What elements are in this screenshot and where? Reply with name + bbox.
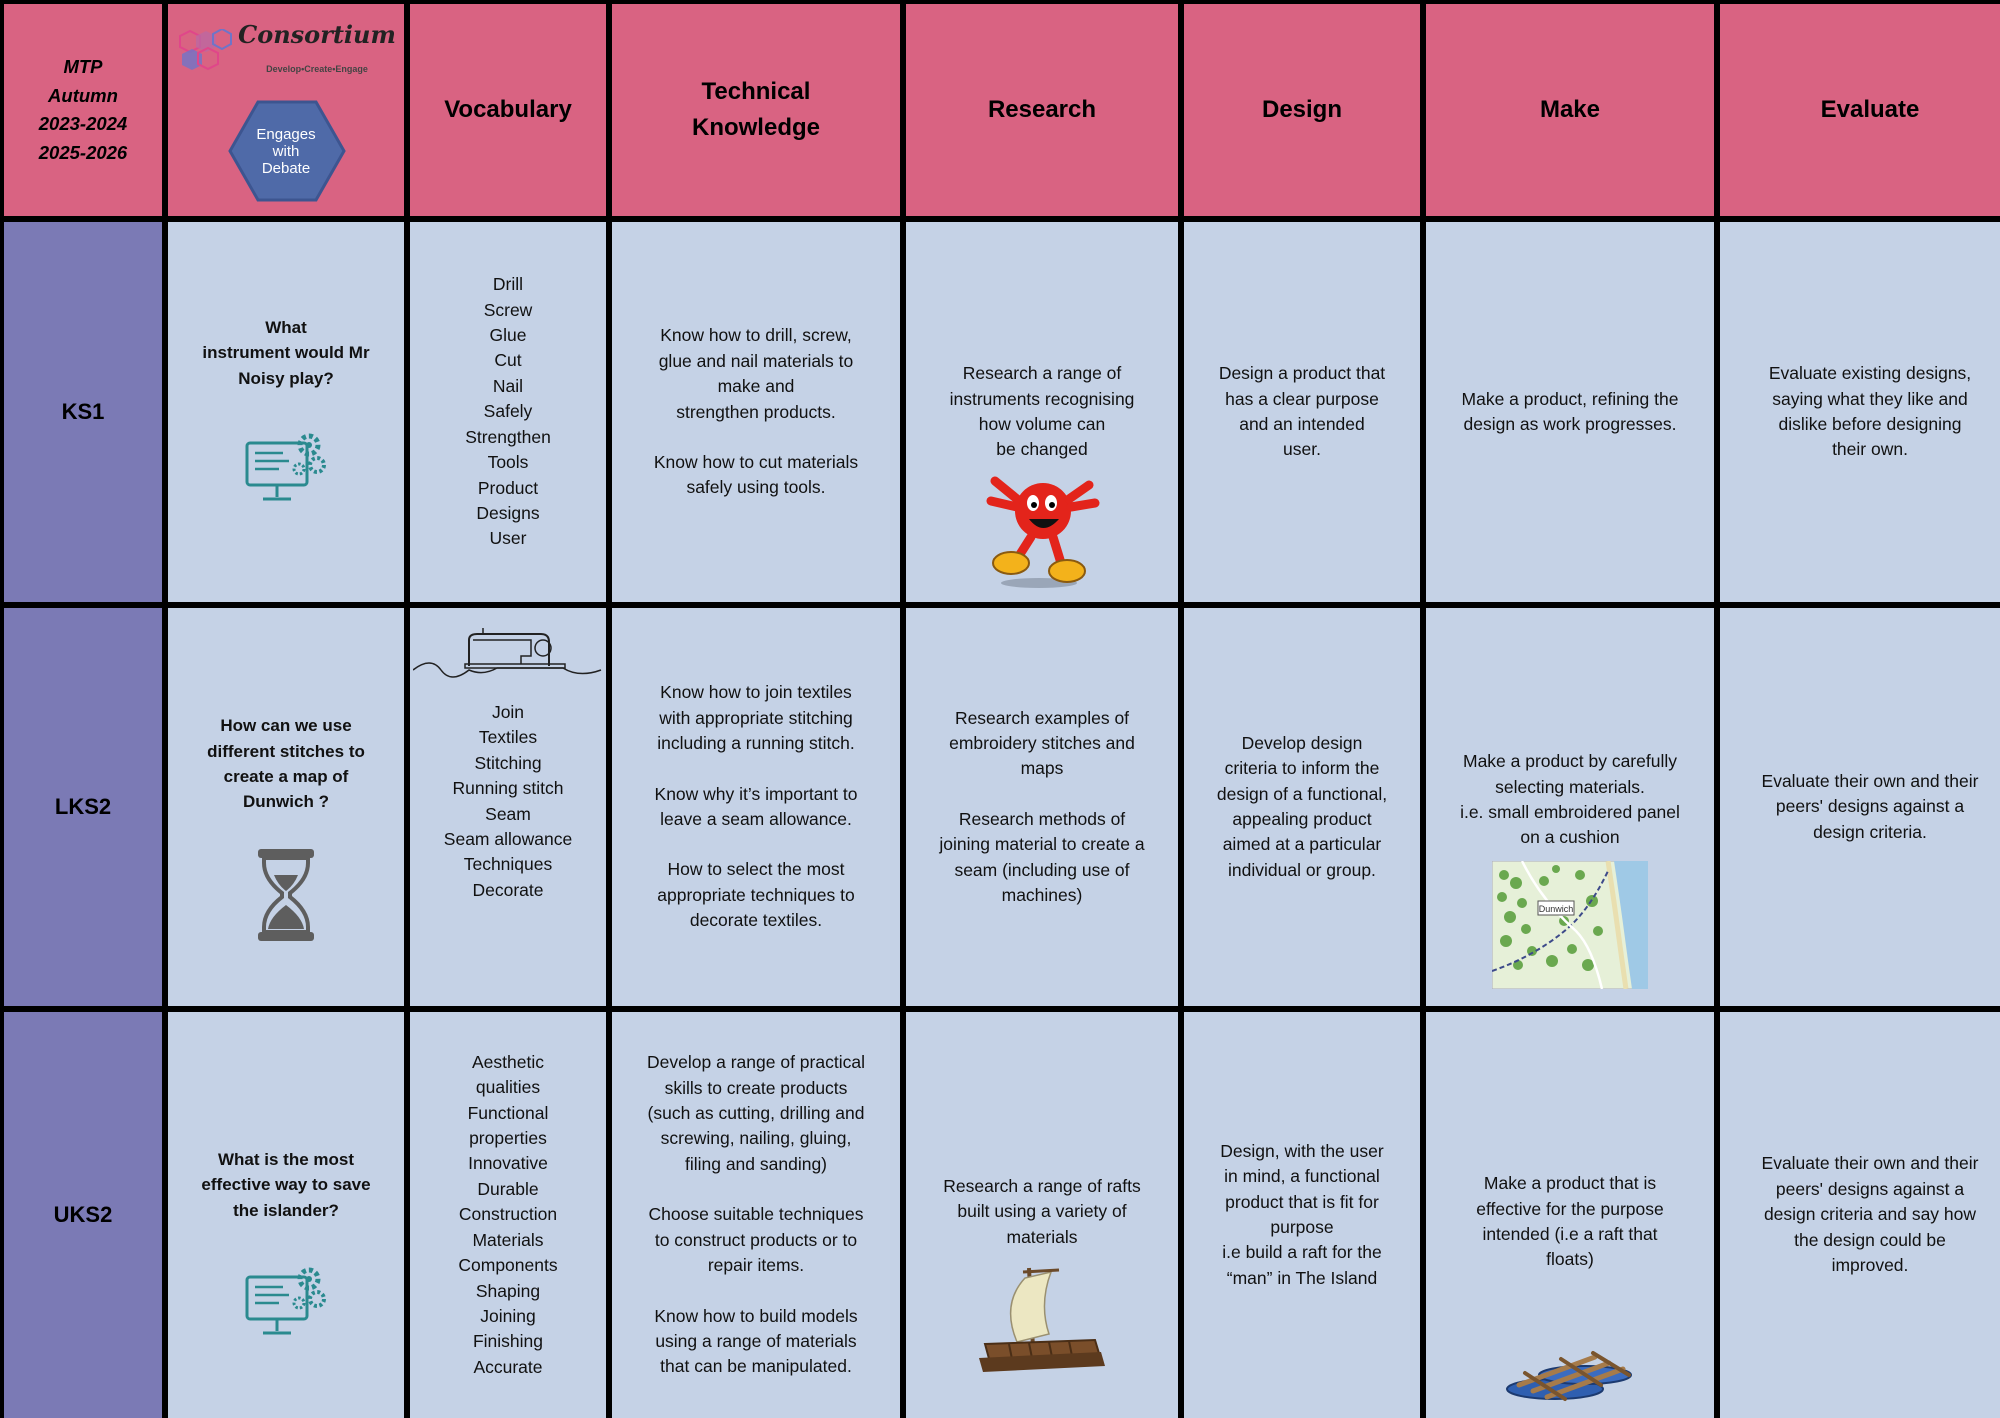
research-text bbox=[939, 706, 1144, 909]
text-line: i.e. small embroidered panel bbox=[1460, 802, 1680, 822]
engages-with-debate-badge bbox=[226, 99, 346, 203]
text-line: appropriate techniques to bbox=[657, 884, 855, 905]
question-text bbox=[201, 1147, 370, 1223]
line-item: Tools bbox=[487, 452, 529, 473]
text-line: design criteria and say how bbox=[1763, 1204, 1977, 1225]
text-line: Choose suitable techniques bbox=[648, 1204, 864, 1225]
computer-gears-icon bbox=[243, 1263, 329, 1343]
technical-uks2 bbox=[612, 1012, 900, 1418]
line-item: Techniques bbox=[463, 854, 553, 875]
line-item: Innovative bbox=[468, 1153, 548, 1174]
line-item: Components bbox=[458, 1255, 558, 1276]
line-item: What bbox=[265, 317, 307, 337]
text-line: built using a variety of bbox=[957, 1201, 1127, 1222]
text-line: and an intended bbox=[1239, 414, 1365, 434]
design-text bbox=[1219, 361, 1385, 463]
text-line: product that is fit for bbox=[1225, 1191, 1379, 1212]
text-line: skills to create products bbox=[664, 1077, 848, 1098]
evaluate-text bbox=[1769, 361, 1971, 463]
text-line: materials bbox=[1006, 1226, 1078, 1247]
line-item: Functional bbox=[467, 1102, 549, 1123]
text-line: repair items. bbox=[707, 1255, 805, 1276]
logo-wordmark: Consortium bbox=[238, 20, 396, 49]
stage-lks2 bbox=[4, 608, 162, 1006]
text-line: Know why it’s important to bbox=[654, 783, 858, 804]
line-item: Textiles bbox=[478, 727, 538, 748]
line-item: What is the most bbox=[217, 1149, 354, 1169]
line-item: Dunwich ? bbox=[243, 792, 329, 812]
vocabulary-lks2 bbox=[410, 608, 606, 1006]
design-text bbox=[1220, 1139, 1383, 1291]
text-line: Evaluate their own and their bbox=[1761, 1153, 1979, 1174]
text-line: Research a range of rafts bbox=[943, 1175, 1141, 1196]
line-item: different stitches to bbox=[207, 741, 365, 761]
text-line: Research examples of bbox=[954, 707, 1130, 728]
header-evaluate bbox=[1720, 4, 2000, 216]
sewing-machine-image bbox=[413, 626, 603, 682]
paragraph bbox=[1769, 361, 1971, 463]
question-lks2 bbox=[168, 608, 404, 1006]
design-lks2 bbox=[1184, 608, 1420, 1006]
text-line: filing and sanding) bbox=[684, 1153, 828, 1174]
evaluate-ks1 bbox=[1720, 222, 2000, 602]
text-line: purpose bbox=[1270, 1217, 1334, 1237]
paragraph bbox=[655, 782, 858, 833]
text-line: Make a product, refining the bbox=[1461, 388, 1679, 409]
research-text bbox=[950, 361, 1135, 463]
text-line: on a cushion bbox=[1520, 827, 1620, 848]
column-title: Research bbox=[987, 96, 1097, 123]
consortium-logo bbox=[176, 17, 396, 203]
text-line: appealing product bbox=[1232, 809, 1372, 829]
line-item: Cut bbox=[494, 350, 522, 371]
line-item: Joining bbox=[480, 1305, 536, 1326]
line-item: How can we use bbox=[220, 716, 352, 736]
vocabulary-uks2 bbox=[410, 1012, 606, 1418]
line-item: Strengthen bbox=[465, 426, 551, 447]
paragraph bbox=[1220, 1139, 1383, 1291]
paragraph bbox=[1219, 361, 1385, 463]
header-vocabulary bbox=[410, 4, 606, 216]
line-item: Designs bbox=[476, 502, 540, 523]
text-line: floats) bbox=[1546, 1249, 1594, 1270]
text-line: Make a product that is bbox=[1483, 1173, 1657, 1194]
line-item: Seam bbox=[485, 803, 531, 824]
text-line: has a clear purpose bbox=[1225, 388, 1379, 409]
header-technical-knowledge bbox=[612, 4, 900, 216]
text-line: saying what they like and bbox=[1772, 388, 1968, 409]
line-item: Materials bbox=[472, 1229, 544, 1250]
text-line: i.e build a raft for the bbox=[1222, 1242, 1382, 1263]
stage-label: UKS2 bbox=[53, 1202, 113, 1227]
line-item: Shaping bbox=[475, 1280, 541, 1301]
text-line: Make a product by carefully bbox=[1463, 751, 1677, 772]
text-line: machines) bbox=[1001, 885, 1083, 906]
make-lks2 bbox=[1426, 608, 1714, 1006]
line-item: Glue bbox=[489, 325, 527, 346]
technical-text bbox=[654, 323, 858, 500]
line-item: Noisy play? bbox=[238, 368, 334, 388]
header-design bbox=[1184, 4, 1420, 216]
question-uks2 bbox=[168, 1012, 404, 1418]
text-line: make and bbox=[717, 376, 795, 397]
line-item: Running stitch bbox=[452, 778, 564, 799]
line-item: Seam allowance bbox=[443, 829, 573, 850]
term-info bbox=[39, 53, 127, 167]
line-item: Aesthetic bbox=[472, 1051, 544, 1072]
line-item: User bbox=[489, 528, 527, 549]
text-line: Evaluate existing designs, bbox=[1768, 363, 1972, 384]
text-line: to construct products or to bbox=[654, 1229, 858, 1250]
research-text bbox=[943, 1174, 1140, 1250]
sailing-raft-image bbox=[969, 1264, 1115, 1376]
badge-line: with bbox=[272, 142, 300, 160]
text-line: peers' designs against a bbox=[1775, 1178, 1965, 1199]
line-item: Join bbox=[491, 702, 525, 722]
column-title: Evaluate bbox=[1820, 96, 1920, 123]
design-ks1 bbox=[1184, 222, 1420, 602]
text-line: Develop design bbox=[1241, 732, 1363, 753]
text-line: glue and nail materials to bbox=[658, 350, 854, 371]
stage-uks2 bbox=[4, 1012, 162, 1418]
paragraph bbox=[943, 1174, 1140, 1250]
paragraph bbox=[1217, 731, 1387, 883]
text-line: aimed at a particular bbox=[1222, 834, 1382, 855]
line-item: Screw bbox=[483, 299, 533, 320]
text-line: design of a functional, bbox=[1216, 783, 1388, 804]
text-line: design as work progresses. bbox=[1463, 414, 1677, 434]
research-lks2 bbox=[906, 608, 1178, 1006]
line-item: Accurate bbox=[473, 1356, 543, 1377]
text-line: Design, with the user bbox=[1220, 1140, 1384, 1161]
logo-tagline: Develop•Create•Engage bbox=[266, 64, 368, 74]
column-title: Make bbox=[1539, 96, 1601, 123]
text-line: Design a product that bbox=[1218, 363, 1386, 384]
vocabulary-list bbox=[465, 272, 551, 551]
evaluate-text bbox=[1762, 1151, 1979, 1278]
meta-line: MTP bbox=[63, 56, 103, 77]
text-line: the design could be bbox=[1794, 1229, 1946, 1250]
text-line: strengthen products. bbox=[676, 401, 836, 422]
technical-ks1 bbox=[612, 222, 900, 602]
dunwich-map-image bbox=[1492, 861, 1648, 989]
text-line: (such as cutting, drilling and bbox=[647, 1103, 865, 1124]
paragraph bbox=[1460, 749, 1680, 851]
text-line: screwing, nailing, gluing, bbox=[660, 1128, 852, 1149]
line-item: Nail bbox=[492, 375, 524, 396]
question-ks1 bbox=[168, 222, 404, 602]
evaluate-lks2 bbox=[1720, 608, 2000, 1006]
text-line: How to select the most bbox=[667, 859, 845, 880]
text-line: individual or group. bbox=[1228, 859, 1376, 880]
text-line: selecting materials. bbox=[1495, 776, 1645, 797]
meta-line: 2025-2026 bbox=[38, 141, 128, 163]
text-line: in mind, a functional bbox=[1224, 1166, 1380, 1187]
design-text bbox=[1217, 731, 1387, 883]
text-line: “man” in The Island bbox=[1226, 1267, 1378, 1288]
text-line: Develop a range of practical bbox=[647, 1052, 865, 1073]
paragraph bbox=[939, 807, 1144, 909]
text-line: joining material to create a bbox=[939, 834, 1145, 855]
technical-lks2 bbox=[612, 608, 900, 1006]
paragraph bbox=[1762, 1151, 1979, 1278]
mr-noisy-image bbox=[977, 471, 1107, 591]
design-uks2 bbox=[1184, 1012, 1420, 1418]
text-line: criteria to inform the bbox=[1224, 758, 1380, 779]
text-line: Know how to drill, screw, bbox=[660, 325, 852, 346]
line-item: Finishing bbox=[472, 1331, 544, 1352]
line-item: Drill bbox=[492, 274, 524, 295]
text-line: be changed bbox=[996, 439, 1088, 460]
text-line: Evaluate their own and their bbox=[1761, 770, 1979, 791]
paragraph bbox=[647, 1202, 865, 1278]
text-line: with appropriate stitching bbox=[659, 707, 853, 728]
line-item: create a map of bbox=[223, 767, 349, 786]
make-ks1 bbox=[1426, 222, 1714, 602]
barrel-raft-image bbox=[1505, 1345, 1635, 1409]
hexagon-cluster-icon bbox=[176, 29, 234, 75]
text-line: dislike before designing bbox=[1778, 414, 1962, 434]
paragraph bbox=[1762, 769, 1979, 845]
text-line: Know how to cut materials bbox=[653, 451, 859, 472]
evaluate-text bbox=[1762, 769, 1979, 845]
computer-gears-icon bbox=[243, 429, 329, 509]
vocabulary-list bbox=[458, 1050, 557, 1380]
text-line: user. bbox=[1283, 439, 1321, 460]
meta-cell bbox=[4, 4, 162, 216]
line-item: the islander? bbox=[233, 1200, 339, 1220]
line-item: Product bbox=[477, 477, 539, 498]
text-line: Research methods of bbox=[958, 808, 1126, 829]
text-line: decorate textiles. bbox=[689, 910, 823, 931]
line-item: Safely bbox=[483, 401, 533, 422]
text-line: using a range of materials bbox=[655, 1330, 857, 1351]
line-item: Decorate bbox=[472, 879, 544, 900]
line-item: effective way to save bbox=[201, 1175, 371, 1195]
stage-label: LKS2 bbox=[54, 794, 112, 819]
line-item: Stitching bbox=[474, 752, 542, 773]
make-text bbox=[1476, 1171, 1663, 1273]
text-line: safely using tools. bbox=[686, 477, 826, 498]
text-line: Know how to build models bbox=[654, 1305, 858, 1326]
paragraph bbox=[1476, 1171, 1663, 1273]
meta-line: 2023-2024 bbox=[38, 113, 128, 134]
header-make bbox=[1426, 4, 1714, 216]
hourglass-icon bbox=[256, 849, 316, 941]
text-line: leave a seam allowance. bbox=[660, 809, 852, 829]
stage-label: KS1 bbox=[61, 399, 105, 424]
text-line: embroidery stitches and bbox=[949, 732, 1135, 753]
vocabulary-ks1 bbox=[410, 222, 606, 602]
column-title: Technical Knowledge bbox=[691, 78, 820, 141]
line-item: Durable bbox=[477, 1178, 539, 1199]
map-town-label: Dunwich bbox=[1538, 903, 1574, 914]
text-line: effective for the purpose bbox=[1476, 1198, 1664, 1219]
text-line: their own. bbox=[1832, 439, 1908, 460]
paragraph bbox=[647, 1050, 865, 1177]
badge-line: Debate bbox=[261, 159, 311, 177]
make-text bbox=[1460, 749, 1680, 851]
line-item: properties bbox=[469, 1128, 547, 1149]
text-line: how volume can bbox=[978, 414, 1106, 434]
question-text bbox=[202, 315, 369, 391]
text-line: Research a range of bbox=[962, 363, 1122, 384]
line-item: qualities bbox=[475, 1077, 541, 1098]
line-item: instrument would Mr bbox=[202, 343, 370, 363]
text-line: that can be manipulated. bbox=[660, 1356, 852, 1377]
text-line: intended (i.e a raft that bbox=[1482, 1224, 1658, 1244]
text-line: maps bbox=[1020, 758, 1064, 779]
header-research bbox=[906, 4, 1178, 216]
technical-text bbox=[647, 1050, 865, 1379]
technical-text bbox=[655, 680, 858, 933]
vocabulary-list bbox=[444, 700, 572, 903]
text-line: peers' designs against a bbox=[1775, 796, 1965, 817]
make-uks2 bbox=[1426, 1012, 1714, 1418]
text-line: instruments recognising bbox=[949, 388, 1135, 409]
research-uks2 bbox=[906, 1012, 1178, 1418]
badge-line: Engages bbox=[256, 125, 316, 143]
paragraph bbox=[654, 323, 858, 425]
column-title: Vocabulary bbox=[444, 96, 572, 123]
make-text bbox=[1462, 387, 1679, 438]
research-ks1 bbox=[906, 222, 1178, 602]
evaluate-uks2 bbox=[1720, 1012, 2000, 1418]
paragraph bbox=[647, 1304, 865, 1380]
paragraph bbox=[939, 706, 1144, 782]
text-line: improved. bbox=[1831, 1255, 1909, 1276]
line-item: Construction bbox=[458, 1204, 558, 1225]
paragraph bbox=[655, 857, 858, 933]
question-text bbox=[207, 713, 365, 815]
meta-line: Autumn bbox=[48, 84, 118, 106]
paragraph bbox=[1462, 387, 1679, 438]
column-title: Design bbox=[1261, 96, 1342, 123]
paragraph bbox=[655, 680, 858, 756]
text-line: seam (including use of bbox=[954, 859, 1130, 880]
paragraph bbox=[654, 450, 858, 501]
text-line: including a running stitch. bbox=[657, 733, 855, 754]
paragraph bbox=[950, 361, 1135, 463]
logo-cell bbox=[168, 4, 404, 216]
text-line: design criteria. bbox=[1813, 821, 1927, 842]
text-line: Know how to join textiles bbox=[660, 682, 852, 703]
stage-ks1 bbox=[4, 222, 162, 602]
